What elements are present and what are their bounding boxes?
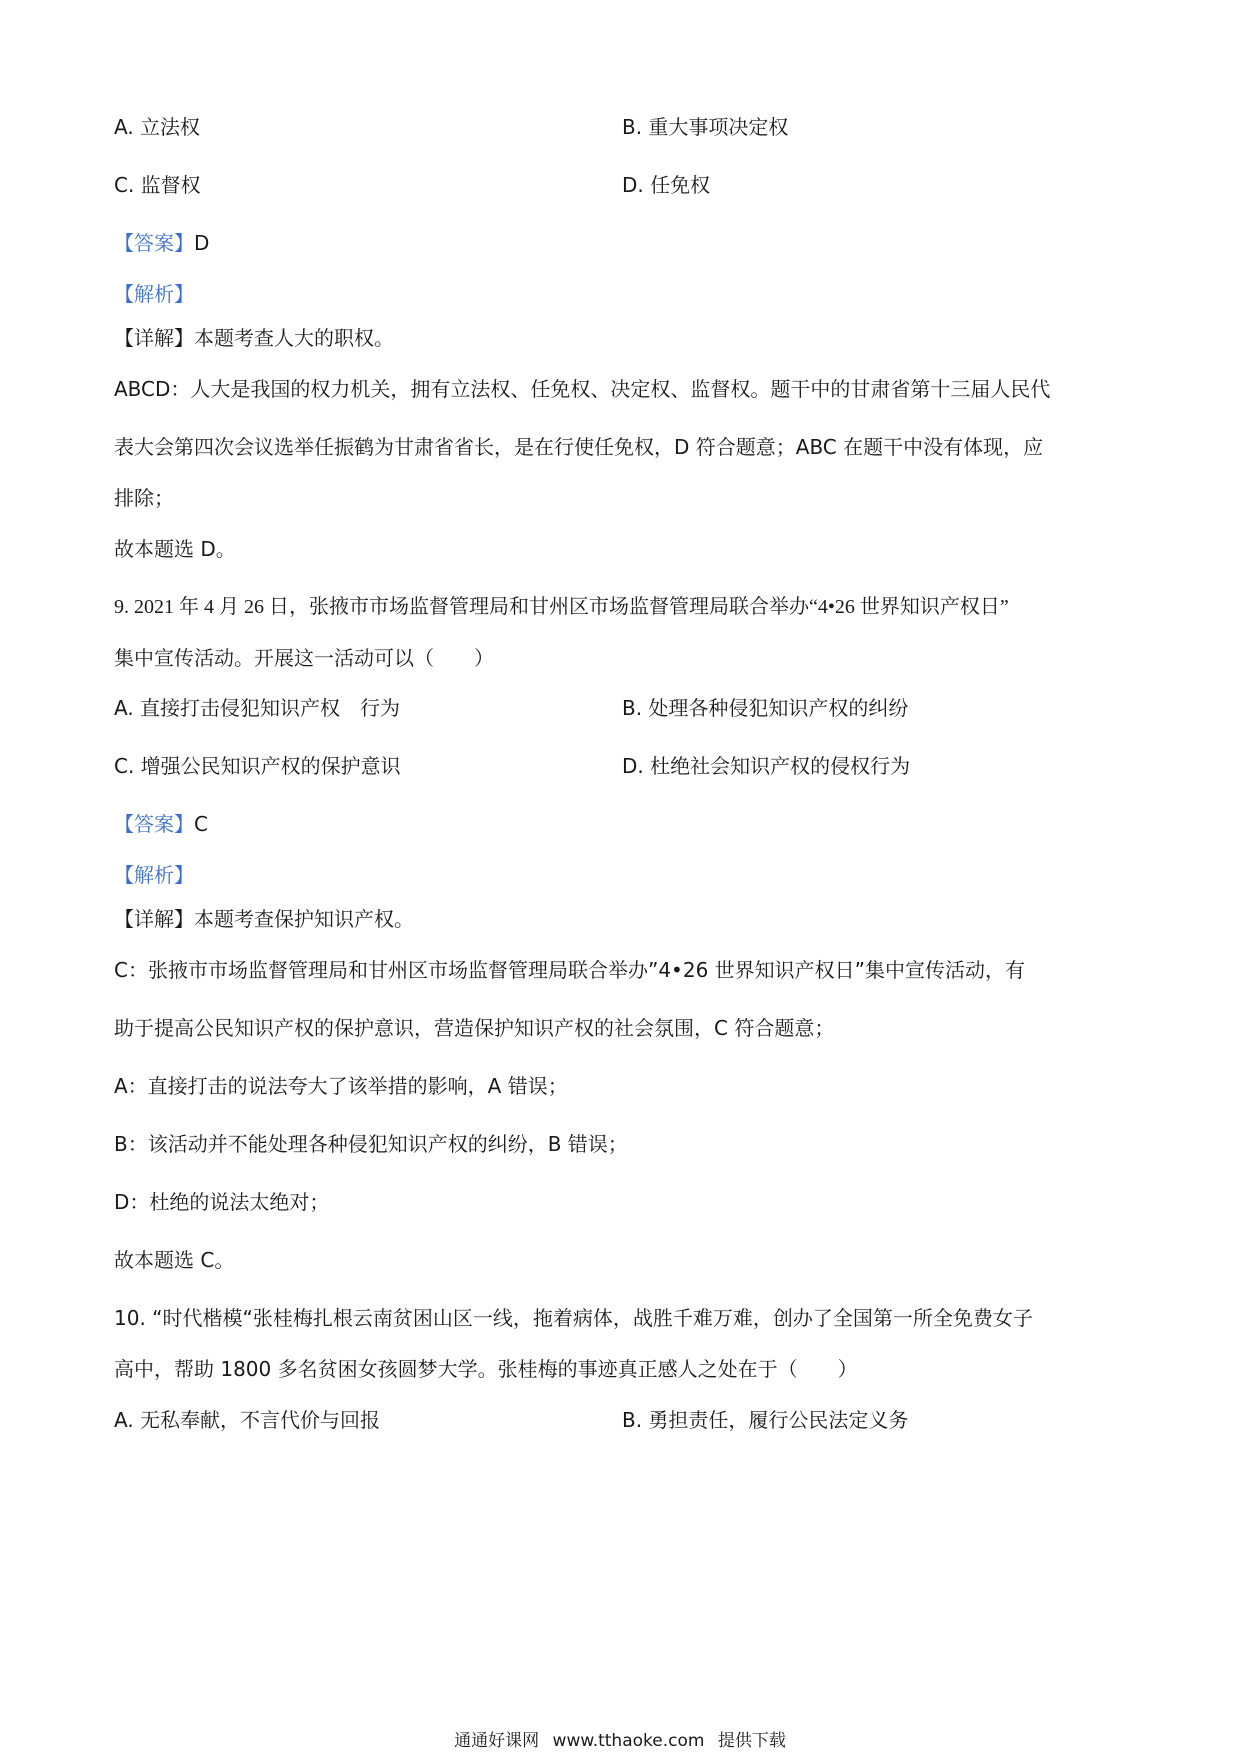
q9-stem-line: 9. 2021 年 4 月 26 日，张掖市市场监督管理局和甘州区市场监督管理局联合举办“4•26 世界知识产权日” bbox=[114, 596, 1009, 618]
q8-option-c: C. 监督权 bbox=[114, 173, 201, 197]
q9-analysis-line: B：该活动并不能处理各种侵犯知识产权的纠纷，B 错误； bbox=[114, 1132, 628, 1156]
q10-option-b: B. 勇担责任，履行公民法定义务 bbox=[622, 1408, 909, 1432]
q9-option-b: B. 处理各种侵犯知识产权的纠纷 bbox=[622, 696, 909, 720]
q9-analysis-line: A：直接打击的说法夸大了该举措的影响，A 错误； bbox=[114, 1074, 568, 1098]
answer-tag: 【答案】 bbox=[114, 812, 194, 836]
footer-url[interactable]: www.tthaoke.com bbox=[552, 1731, 705, 1751]
answer-value: D bbox=[194, 231, 210, 255]
answer-value: C bbox=[194, 812, 208, 836]
q8-analysis-tag: 【解析】 bbox=[114, 282, 194, 306]
q8-option-d: D. 任免权 bbox=[622, 173, 711, 197]
q9-analysis-line: C：张掖市市场监督管理局和甘州区市场监督管理局联合举办”4•26 世界知识产权日”集中宣传活动，有 bbox=[114, 958, 1026, 982]
answer-tag: 【答案】 bbox=[114, 231, 194, 255]
q10-stem-line: 10. “时代楷模“张桂梅扎根云南贫困山区一线，拖着病体，战胜千难万难，创办了全国第一所全免费女子 bbox=[114, 1306, 1033, 1330]
q10-stem-line: 高中，帮助 1800 多名贫困女孩圆梦大学。张桂梅的事迹真正感人之处在于（ ） bbox=[114, 1357, 858, 1381]
q8-conclusion: 故本题选 D。 bbox=[114, 537, 236, 561]
q9-option-c: C. 增强公民知识产权的保护意识 bbox=[114, 754, 401, 778]
q9-option-a: A. 直接打击侵犯知识产权 行为 bbox=[114, 696, 401, 720]
q8-answer bbox=[114, 228, 209, 258]
q10-option-a: A. 无私奉献，不言代价与回报 bbox=[114, 1408, 381, 1432]
q8-detail: 【详解】本题考查人大的职权。 bbox=[114, 326, 394, 350]
q9-detail: 【详解】本题考查保护知识产权。 bbox=[114, 907, 414, 931]
q8-option-a: A. 立法权 bbox=[114, 115, 201, 139]
q9-stem-line: 集中宣传活动。开展这一活动可以（ ） bbox=[114, 646, 494, 670]
q8-option-b: B. 重大事项决定权 bbox=[622, 115, 789, 139]
footer-site-name: 通通好课网 bbox=[454, 1731, 540, 1751]
q9-option-d: D. 杜绝社会知识产权的侵权行为 bbox=[622, 754, 911, 778]
q9-answer bbox=[114, 809, 208, 839]
q9-analysis-line: D：杜绝的说法太绝对； bbox=[114, 1190, 330, 1214]
footer-suffix: 提供下载 bbox=[717, 1731, 786, 1751]
q9-analysis-line: 助于提高公民知识产权的保护意识，营造保护知识产权的社会氛围，C 符合题意； bbox=[114, 1016, 835, 1040]
q8-analysis-line: 排除； bbox=[114, 486, 174, 510]
q8-analysis-line: ABCD：人大是我国的权力机关，拥有立法权、任免权、决定权、监督权。题干中的甘肃省第十三届人民代 bbox=[114, 377, 1051, 401]
page-footer bbox=[0, 1730, 1240, 1752]
q9-conclusion: 故本题选 C。 bbox=[114, 1248, 235, 1272]
q9-analysis-tag: 【解析】 bbox=[114, 863, 194, 887]
q8-analysis-line: 表大会第四次会议选举任振鹤为甘肃省省长，是在行使任免权，D 符合题意；ABC 在题干中没有体现，应 bbox=[114, 435, 1044, 459]
